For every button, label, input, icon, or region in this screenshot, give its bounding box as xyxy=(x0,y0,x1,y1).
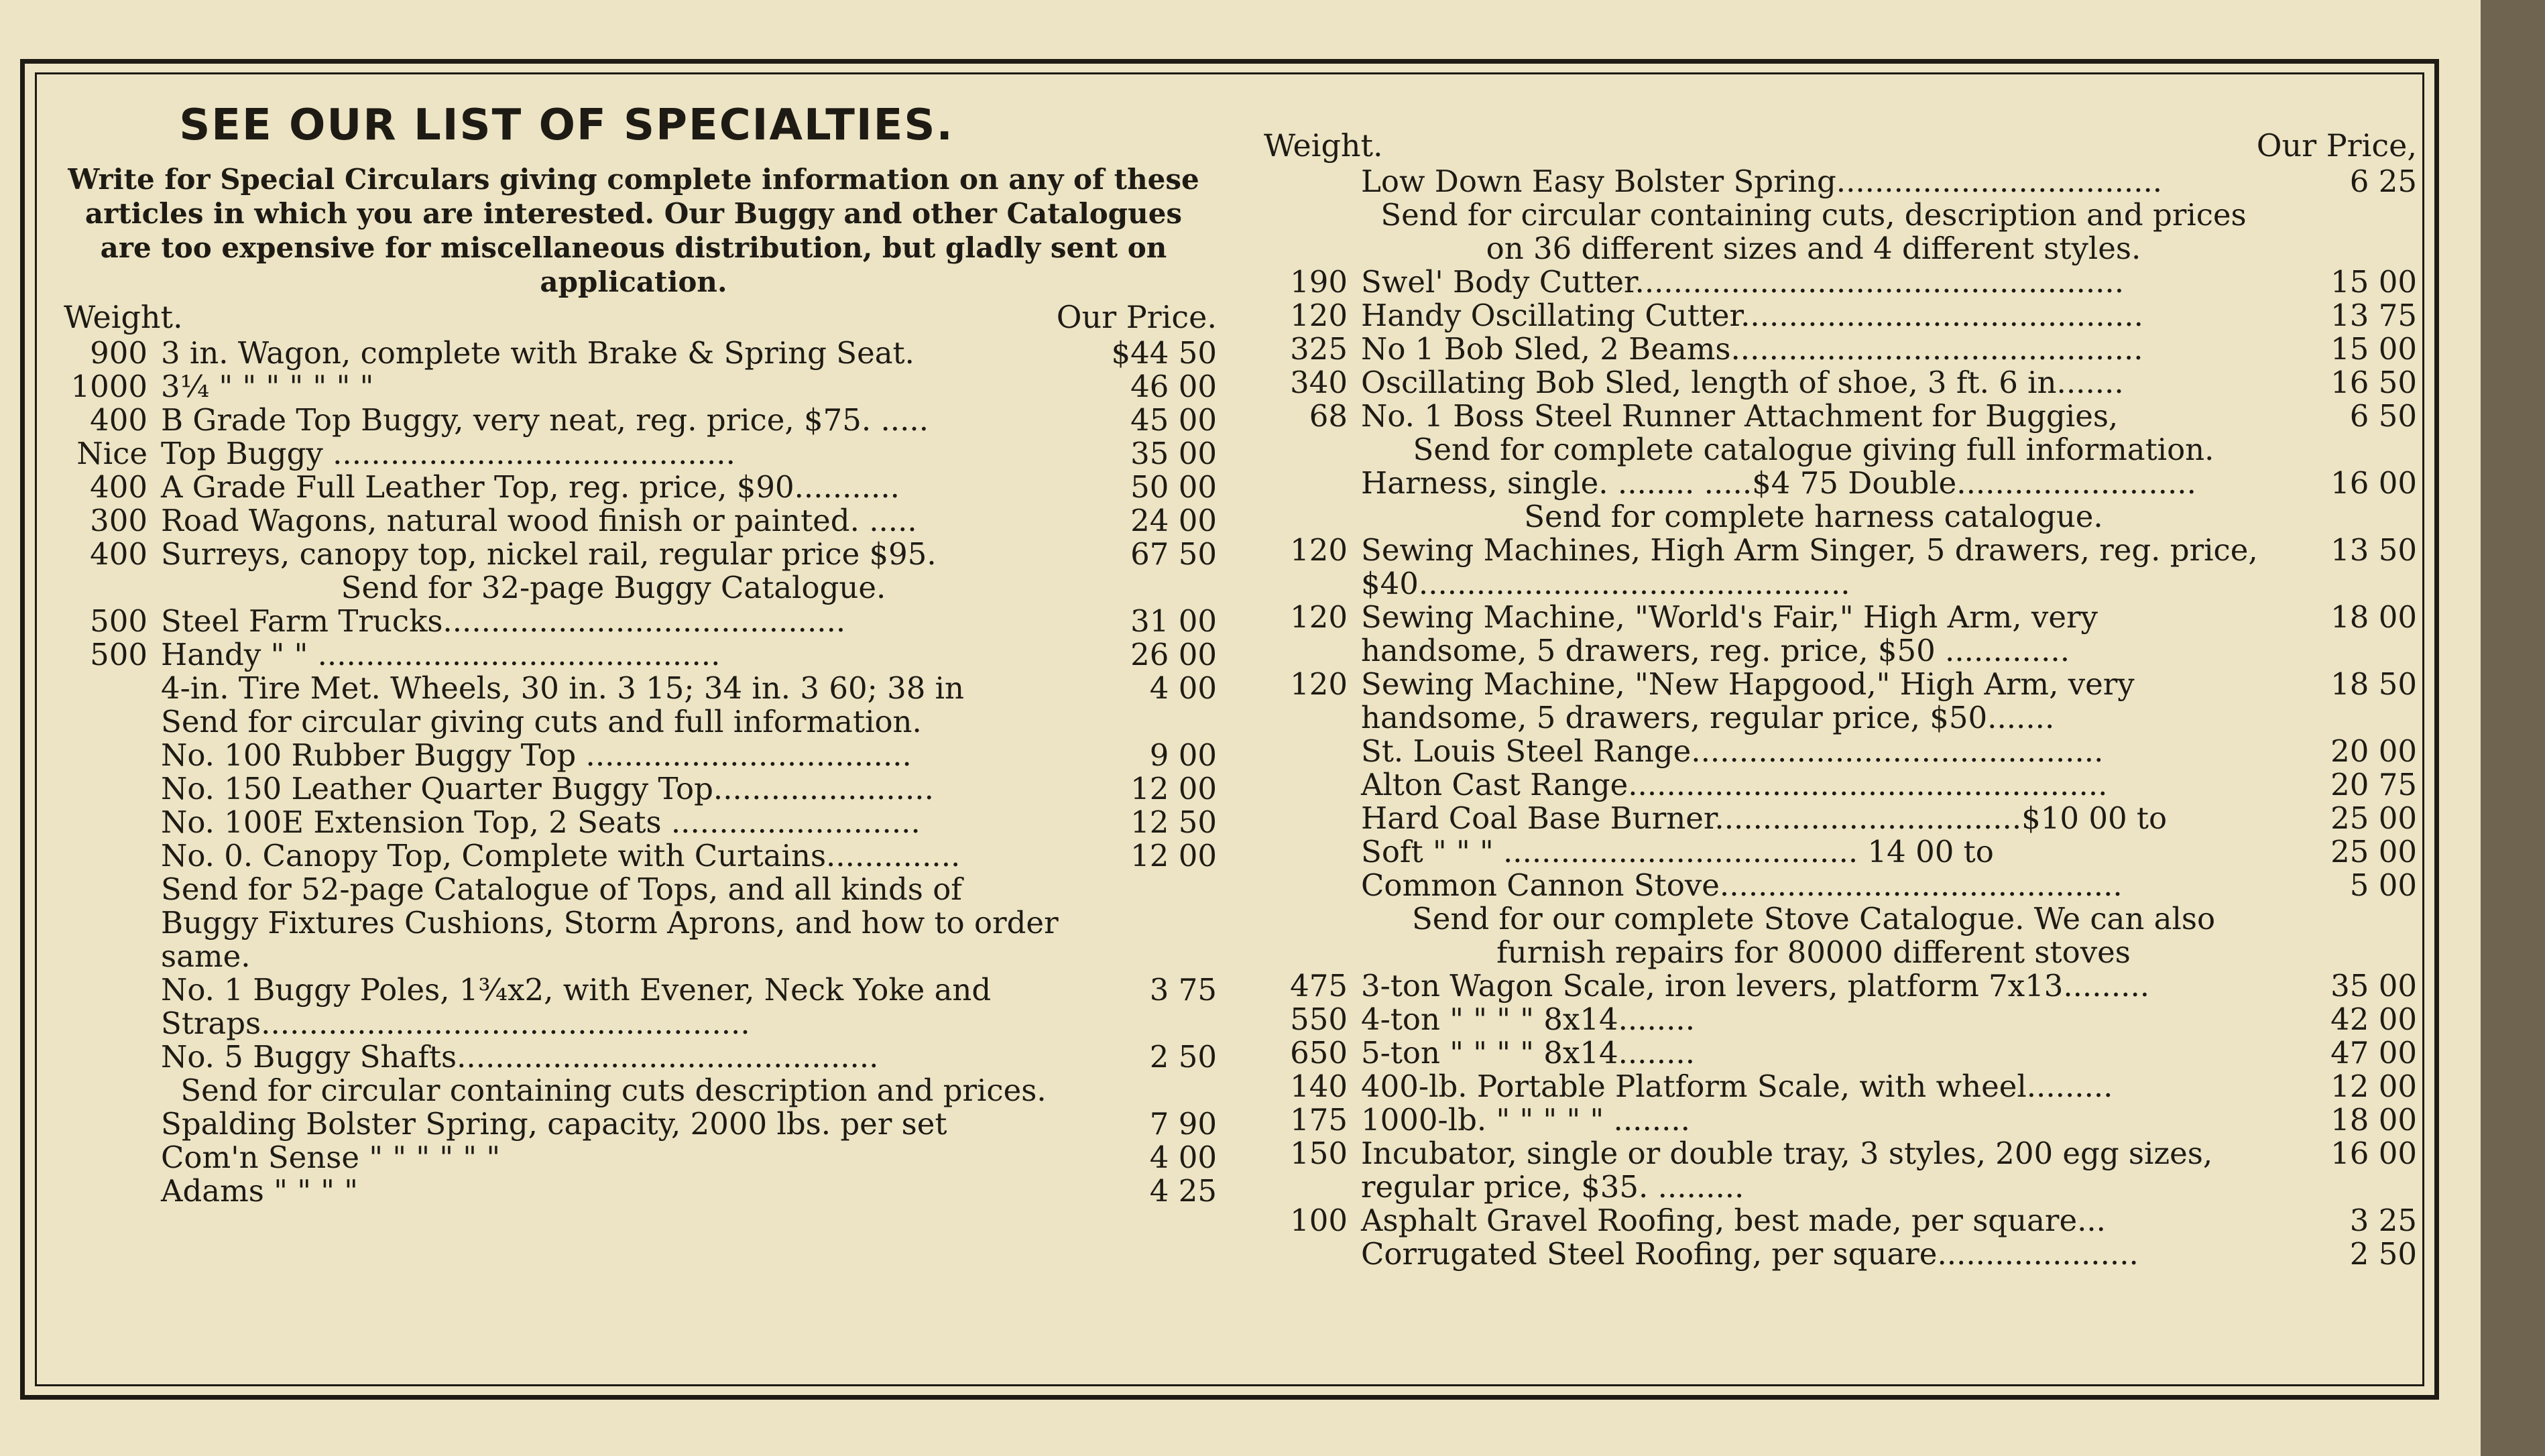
price-list-row xyxy=(64,370,1217,404)
price-list-row xyxy=(1264,869,2417,902)
item-price: 6 25 xyxy=(2349,164,2417,199)
item-description: St. Louis Steel Range........................................... xyxy=(1361,733,2104,769)
item-description: Corrugated Steel Roofing, per square..................... xyxy=(1361,1236,2139,1272)
price-list-row xyxy=(64,1107,1217,1141)
item-price: 35 00 xyxy=(2330,968,2417,1004)
item-price: 20 75 xyxy=(2330,767,2417,802)
price-list-row xyxy=(1264,969,2417,1003)
item-description: No. 100 Rubber Buggy Top .................................. xyxy=(161,737,912,773)
item-price: 25 00 xyxy=(2330,834,2417,869)
item-description: Hard Coal Base Burner................................$10 00 to xyxy=(1361,800,2168,836)
item-description: Adams " " " " xyxy=(161,1173,358,1209)
price-list-row xyxy=(64,605,1217,638)
item-weight: 120 xyxy=(1290,599,1348,635)
price-list-row xyxy=(1264,768,2417,802)
item-price: 4 00 xyxy=(1149,670,1217,706)
item-description: Com'n Sense " " " " " " xyxy=(161,1140,501,1175)
item-price: 67 50 xyxy=(1130,536,1217,572)
item-weight: 175 xyxy=(1290,1102,1348,1138)
price-list-row xyxy=(1264,1204,2417,1237)
item-description: 3-ton Wagon Scale, iron levers, platform 7x13......... xyxy=(1361,968,2150,1004)
item-description: Harness, single. ........ .....$4 75 Double......................... xyxy=(1361,465,2196,501)
price-list-row xyxy=(64,806,1217,839)
price-list-row xyxy=(64,638,1217,672)
item-description: Sewing Machine, "New Hapgood," High Arm, very handsome, 5 drawers, regular price, $50....... xyxy=(1361,666,2135,735)
price-list-row xyxy=(64,973,1217,1040)
price-list-row xyxy=(64,337,1217,370)
item-price: 50 00 xyxy=(1130,469,1217,505)
item-weight: 550 xyxy=(1290,1002,1348,1037)
price-list-row xyxy=(1264,668,2417,735)
item-description: Handy " " .......................................... xyxy=(161,637,721,672)
left-column xyxy=(64,101,1217,1208)
item-price: 16 50 xyxy=(2330,365,2417,400)
price-list-row xyxy=(1264,1070,2417,1103)
left-column-header xyxy=(64,299,1217,337)
item-weight: 900 xyxy=(90,335,147,371)
item-weight: 1000 xyxy=(70,369,147,404)
item-price: 12 50 xyxy=(1130,804,1217,840)
item-weight: 500 xyxy=(90,637,147,672)
price-list-row xyxy=(1264,1137,2417,1204)
price-list-row xyxy=(64,1174,1217,1208)
item-weight: 140 xyxy=(1290,1069,1348,1104)
item-weight: 120 xyxy=(1290,298,1348,333)
price-list-row xyxy=(1264,467,2417,500)
item-price: 5 00 xyxy=(2349,867,2417,903)
item-price: 4 00 xyxy=(1149,1140,1217,1175)
price-header: Our Price, xyxy=(2256,127,2417,164)
item-weight: 650 xyxy=(1290,1035,1348,1071)
item-weight: 100 xyxy=(1290,1203,1348,1238)
item-price: 6 50 xyxy=(2349,398,2417,434)
item-price: 9 00 xyxy=(1149,737,1217,773)
item-price: 42 00 xyxy=(2330,1002,2417,1037)
item-description: Spalding Bolster Spring, capacity, 2000 lbs. per set xyxy=(161,1106,947,1142)
item-price: 2 50 xyxy=(2349,1236,2417,1272)
item-price: 12 00 xyxy=(1130,771,1217,806)
item-description: No. 1 Boss Steel Runner Attachment for Buggies, xyxy=(1361,398,2119,434)
item-price: 25 00 xyxy=(2330,800,2417,836)
item-description: Swel' Body Cutter................................................... xyxy=(1361,264,2125,300)
item-price: 15 00 xyxy=(2330,264,2417,300)
weight-header: Weight. xyxy=(64,299,183,335)
item-weight: 325 xyxy=(1290,331,1348,367)
item-description: 5-ton " " " " 8x14........ xyxy=(1361,1035,1696,1071)
catalogue-note: Send for circular containing cuts description and prices. xyxy=(180,1073,1047,1108)
price-list-row xyxy=(64,437,1217,471)
item-weight: 400 xyxy=(90,402,147,438)
item-weight: 340 xyxy=(1290,365,1348,400)
item-description: Handy Oscillating Cutter.......................................... xyxy=(1361,298,2143,333)
price-list-row xyxy=(1264,400,2417,433)
price-list-row xyxy=(1264,735,2417,768)
item-price: 31 00 xyxy=(1130,603,1217,639)
item-description: No 1 Bob Sled, 2 Beams........................................... xyxy=(1361,331,2143,367)
item-description: Low Down Easy Bolster Spring.................................. xyxy=(1361,164,2163,199)
item-price: 13 50 xyxy=(2330,532,2417,568)
price-list-row xyxy=(64,1040,1217,1074)
price-list-row xyxy=(1264,299,2417,332)
item-description: No. 150 Leather Quarter Buggy Top....................... xyxy=(161,771,934,806)
price-list-row xyxy=(1264,1036,2417,1070)
item-price: 46 00 xyxy=(1130,369,1217,404)
item-weight: 475 xyxy=(1290,968,1348,1004)
item-description: Road Wagons, natural wood finish or painted. ..... xyxy=(161,503,917,538)
catalogue-note: Send for our complete Stove Catalogue. We can also furnish repairs for 80000 different stoves xyxy=(1411,901,2216,970)
item-description: Incubator, single or double tray, 3 styles, 200 egg sizes, regular price, $35. ......... xyxy=(1361,1136,2213,1205)
item-description: Oscillating Bob Sled, length of shoe, 3 ft. 6 in....... xyxy=(1361,365,2124,400)
item-description: Soft " " " ..................................... 14 00 to xyxy=(1361,834,1994,869)
item-description: B Grade Top Buggy, very neat, reg. price, $75. ..... xyxy=(161,402,929,438)
item-price: 18 50 xyxy=(2330,666,2417,702)
item-weight: 68 xyxy=(1309,398,1348,434)
right-price-list xyxy=(1264,165,2417,1271)
item-weight: 300 xyxy=(90,503,147,538)
item-price: 4 25 xyxy=(1149,1173,1217,1209)
item-price: $44 50 xyxy=(1111,335,1217,371)
catalogue-note: Send for complete catalogue giving full information. xyxy=(1413,432,2214,467)
item-price: 13 75 xyxy=(2330,298,2417,333)
item-description: Asphalt Gravel Roofing, best made, per square... xyxy=(1361,1203,2106,1238)
item-weight: 190 xyxy=(1290,264,1348,300)
item-description: No. 100E Extension Top, 2 Seats .......................... xyxy=(161,804,921,840)
price-list-row xyxy=(1264,366,2417,400)
item-price: 16 00 xyxy=(2330,1136,2417,1171)
item-price: 7 90 xyxy=(1149,1106,1217,1142)
price-list-row xyxy=(64,772,1217,806)
item-description: 3¼ " " " " " " " xyxy=(161,369,374,404)
price-list-row xyxy=(64,504,1217,538)
right-column xyxy=(1264,127,2417,1271)
price-list-row xyxy=(1264,265,2417,299)
price-list-row xyxy=(1264,802,2417,835)
price-list-row xyxy=(1264,835,2417,869)
item-description: 4-in. Tire Met. Wheels, 30 in. 3 15; 34 in. 3 60; 38 in xyxy=(161,670,965,706)
right-column-header xyxy=(1264,127,2417,165)
price-list-row xyxy=(64,538,1217,571)
item-description: Surreys, canopy top, nickel rail, regular price $95. xyxy=(161,536,937,572)
price-list-row xyxy=(64,672,1217,705)
item-weight: 120 xyxy=(1290,532,1348,568)
price-list-row xyxy=(64,839,1217,873)
item-description: A Grade Full Leather Top, reg. price, $90........... xyxy=(161,469,900,505)
price-list-row xyxy=(64,471,1217,504)
item-weight: 400 xyxy=(90,536,147,572)
intro-paragraph: Write for Special Circulars giving complete information on any of these articles in which you are interested. Our Buggy and other Catalogues are too expensive for miscellaneous distribution, but gladly sent on application. xyxy=(68,163,1199,298)
item-price: 45 00 xyxy=(1130,402,1217,438)
item-price: 20 00 xyxy=(2330,733,2417,769)
item-price: 12 00 xyxy=(1130,838,1217,873)
item-description: Common Cannon Stove.......................................... xyxy=(1361,867,2123,903)
item-price: 3 75 xyxy=(1149,972,1217,1008)
price-list-row xyxy=(1264,1103,2417,1137)
item-weight: 400 xyxy=(90,469,147,505)
price-list-row xyxy=(1264,534,2417,601)
item-weight: 150 xyxy=(1290,1136,1348,1171)
item-price: 12 00 xyxy=(2330,1069,2417,1104)
item-description: Steel Farm Trucks.......................................... xyxy=(161,603,846,639)
item-price: 16 00 xyxy=(2330,465,2417,501)
item-weight: 120 xyxy=(1290,666,1348,702)
item-description: 3 in. Wagon, complete with Brake & Spring Seat. xyxy=(161,335,914,371)
item-description: 4-ton " " " " 8x14........ xyxy=(1361,1002,1696,1037)
catalogue-note: Send for circular giving cuts and full information. xyxy=(161,704,922,739)
price-list-row xyxy=(64,404,1217,437)
item-description: No. 0. Canopy Top, Complete with Curtains.............. xyxy=(161,838,961,873)
left-price-list xyxy=(64,337,1217,1208)
price-list-row xyxy=(64,1141,1217,1174)
price-header: Our Price. xyxy=(1056,299,1217,335)
item-price: 18 00 xyxy=(2330,1102,2417,1138)
item-price: 35 00 xyxy=(1130,436,1217,471)
item-description: Top Buggy .......................................... xyxy=(161,436,735,471)
item-description: No. 1 Buggy Poles, 1¾x2, with Evener, Neck Yoke and Straps................................................... xyxy=(161,972,992,1041)
price-list-row xyxy=(1264,1237,2417,1271)
item-description: Sewing Machines, High Arm Singer, 5 drawers, reg. price, $40............................................. xyxy=(1361,532,2258,601)
item-description: 400-lb. Portable Platform Scale, with wheel......... xyxy=(1361,1069,2113,1104)
page-title: SEE OUR LIST OF SPECIALTIES. xyxy=(179,101,954,150)
item-description: No. 5 Buggy Shafts............................................ xyxy=(161,1039,879,1075)
item-weight: 500 xyxy=(90,603,147,639)
item-price: 18 00 xyxy=(2330,599,2417,635)
item-price: 24 00 xyxy=(1130,503,1217,538)
item-description: 1000-lb. " " " " " ........ xyxy=(1361,1102,1690,1138)
catalogue-note: Send for circular containing cuts, description and prices on 36 different sizes and 4 different styles. xyxy=(1380,197,2247,266)
price-list-row xyxy=(1264,332,2417,366)
price-list-row xyxy=(1264,601,2417,668)
item-description: Sewing Machine, "World's Fair," High Arm, very handsome, 5 drawers, reg. price, $50 ............. xyxy=(1361,599,2098,668)
item-price: 15 00 xyxy=(2330,331,2417,367)
catalogue-note: Send for 32-page Buggy Catalogue. xyxy=(341,570,886,605)
item-weight: Nice xyxy=(76,436,147,471)
price-list-row xyxy=(1264,1003,2417,1036)
catalogue-note: Send for 52-page Catalogue of Tops, and all kinds of Buggy Fixtures Cushions, Storm Aprons, and how to order same. xyxy=(161,871,1059,974)
item-price: 26 00 xyxy=(1130,637,1217,672)
weight-header: Weight. xyxy=(1264,127,1383,164)
price-list-row xyxy=(1264,165,2417,198)
item-description: Alton Cast Range.................................................. xyxy=(1361,767,2108,802)
item-price: 3 25 xyxy=(2349,1203,2417,1238)
price-list-row xyxy=(64,739,1217,772)
item-price: 2 50 xyxy=(1149,1039,1217,1075)
item-price: 47 00 xyxy=(2330,1035,2417,1071)
catalogue-note: Send for complete harness catalogue. xyxy=(1524,499,2103,534)
